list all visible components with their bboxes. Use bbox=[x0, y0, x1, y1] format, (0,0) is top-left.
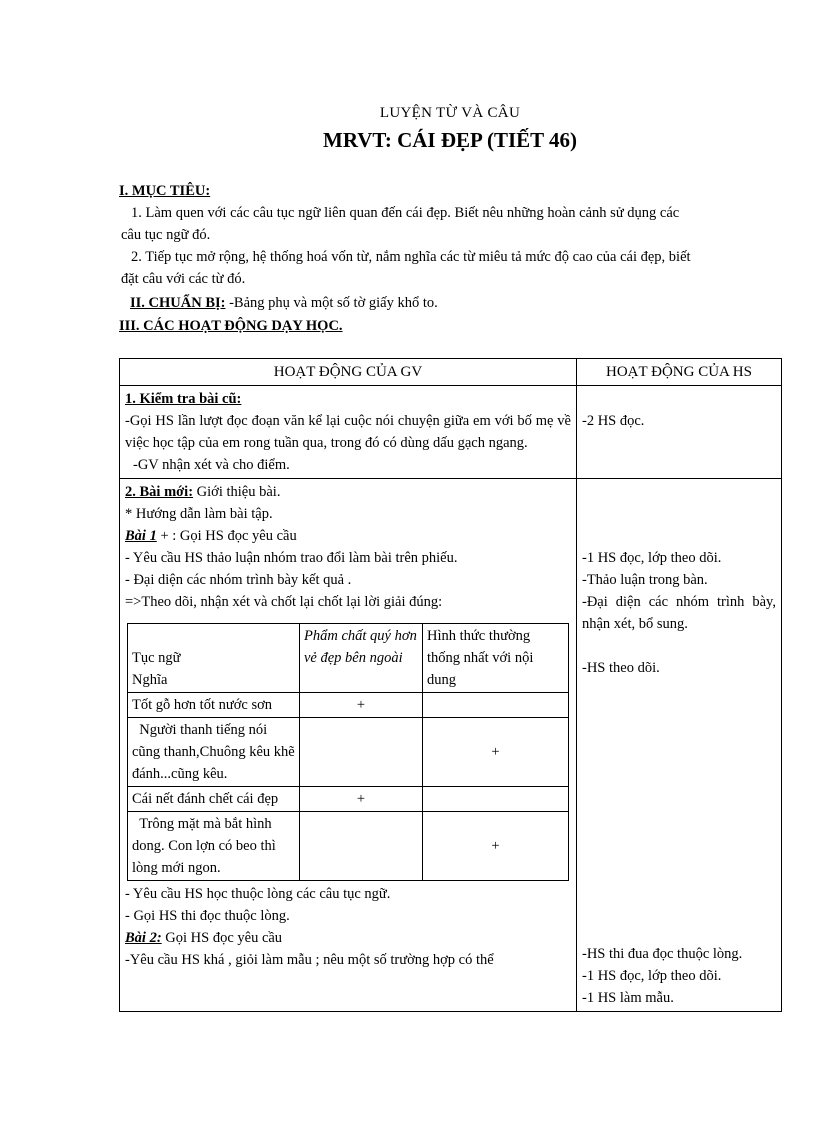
exercise-1-text: + : Gọi HS đọc yêu cầu bbox=[156, 528, 297, 544]
gv-text: -Yêu cầu HS khá , giỏi làm mẫu ; nêu một số trường hợp có thể bbox=[125, 952, 494, 968]
quality-mark: + bbox=[300, 787, 423, 812]
proverb-table bbox=[127, 623, 569, 881]
hs-text: -1 HS đọc, lớp theo dõi. bbox=[582, 968, 722, 984]
objective-1: 1. Làm quen với các câu tục ngữ liên quan đến cái đẹp. Biết nêu những hoàn cảnh sử dụng các bbox=[131, 205, 680, 221]
prep-heading: II. CHUẨN BỊ: bbox=[130, 295, 226, 311]
hs-text: -Thảo luận trong bàn. bbox=[582, 572, 708, 588]
gv-text: - Yêu cầu HS thảo luận nhóm trao đổi làm bài trên phiếu. bbox=[125, 550, 458, 566]
objective-1-cont: câu tục ngữ đó. bbox=[121, 227, 211, 243]
form-mark bbox=[423, 693, 569, 718]
proverb-cell: Người thanh tiếng nói cũng thanh,Chuông kêu khẽ đánh...cũng kêu. bbox=[128, 718, 300, 787]
exercise-2-line bbox=[125, 927, 571, 949]
gv-text: -Gọi HS lần lượt đọc đoạn văn kể lại cuộc nói chuyện giữa em với bố mẹ về việc học tập của em rong tuần qua, trong đó có dùng dấu gạch ngang. bbox=[125, 413, 571, 451]
gv-text: - Đại diện các nhóm trình bày kết quả . bbox=[125, 572, 352, 588]
new-lesson-heading: 2. Bài mới: bbox=[125, 484, 194, 500]
gv-text: - Gọi HS thi đọc thuộc lòng. bbox=[125, 908, 290, 924]
col-header-gv: HOẠT ĐỘNG CỦA GV bbox=[120, 359, 577, 386]
exercise-2-label: Bài 2: bbox=[125, 930, 162, 946]
lesson-subtitle: LUYỆN TỪ VÀ CÂU bbox=[379, 105, 521, 121]
objective-2-cont: đặt câu với các từ đó. bbox=[121, 271, 246, 287]
table-row bbox=[120, 479, 782, 1012]
hs-text: -HS theo dõi. bbox=[582, 660, 660, 676]
activities-heading: III. CÁC HOẠT ĐỘNG DẠY HỌC. bbox=[119, 318, 343, 334]
gv-cell-new-lesson bbox=[120, 479, 577, 1012]
hs-text: -Đại diện các nhóm trình bày, nhận xét, bổ sung. bbox=[582, 594, 776, 632]
hs-text: -2 HS đọc. bbox=[582, 413, 645, 429]
proverb-cell: Cái nết đánh chết cái đẹp bbox=[128, 787, 300, 812]
hs-text: -1 HS đọc, lớp theo dõi. bbox=[582, 550, 722, 566]
proverb-head bbox=[128, 624, 300, 693]
form-mark bbox=[423, 787, 569, 812]
gv-text: * Hướng dẫn làm bài tập. bbox=[125, 506, 273, 522]
proverb-cell: Trông mặt mà bắt hình dong. Con lợn có beo thì lòng mới ngon. bbox=[128, 812, 300, 881]
form-head: Hình thức thường thống nhất với nội dung bbox=[423, 624, 569, 693]
quality-mark bbox=[300, 718, 423, 787]
new-lesson-intro: Giới thiệu bài. bbox=[193, 484, 281, 500]
hs-text: -HS thi đua đọc thuộc lòng. bbox=[582, 946, 743, 962]
proverb-cell: Tốt gỗ hơn tốt nước sơn bbox=[128, 693, 300, 718]
table-row bbox=[120, 386, 782, 479]
table-row bbox=[128, 812, 569, 881]
gv-text: =>Theo dõi, nhận xét và chốt lại chốt lại lời giải đúng: bbox=[125, 594, 443, 610]
check-heading: 1. Kiểm tra bài cũ: bbox=[125, 391, 242, 407]
objective-2: 2. Tiếp tục mở rộng, hệ thống hoá vốn từ, nắm nghĩa các từ miêu tả mức độ cao của cái đẹp, biết bbox=[131, 249, 691, 265]
form-mark: + bbox=[423, 812, 569, 881]
objectives-heading: I. MỤC TIÊU: bbox=[119, 183, 211, 199]
prep-line bbox=[130, 292, 438, 314]
new-lesson-line bbox=[125, 481, 571, 503]
table-row bbox=[128, 787, 569, 812]
quality-mark bbox=[300, 812, 423, 881]
hs-cell-check bbox=[577, 386, 782, 479]
gv-text: - Yêu cầu HS học thuộc lòng các câu tục ngữ. bbox=[125, 886, 391, 902]
hs-text: -1 HS làm mẫu. bbox=[582, 990, 674, 1006]
proverb-head-label: Nghĩa bbox=[132, 672, 168, 688]
gv-cell-check bbox=[120, 386, 577, 479]
proverb-head-label: Tục ngữ bbox=[132, 650, 181, 666]
table-row bbox=[128, 693, 569, 718]
activities-table bbox=[119, 358, 782, 1012]
col-header-hs: HOẠT ĐỘNG CỦA HS bbox=[577, 359, 782, 386]
form-mark: + bbox=[423, 718, 569, 787]
exercise-2-text: Gọi HS đọc yêu cầu bbox=[161, 930, 283, 946]
gv-text: -GV nhận xét và cho điểm. bbox=[133, 457, 290, 473]
exercise-1-line bbox=[125, 525, 571, 547]
table-row bbox=[128, 718, 569, 787]
exercise-1-label: Bài 1 bbox=[125, 528, 157, 544]
hs-cell-new-lesson bbox=[577, 479, 782, 1012]
prep-text: -Bảng phụ và một số tờ giấy khổ to. bbox=[229, 295, 438, 311]
lesson-title: MRVT: CÁI ĐẸP (TIẾT 46) bbox=[323, 128, 577, 152]
quality-head: Phẩm chất quý hơn vẻ đẹp bên ngoài bbox=[300, 624, 423, 693]
quality-mark: + bbox=[300, 693, 423, 718]
